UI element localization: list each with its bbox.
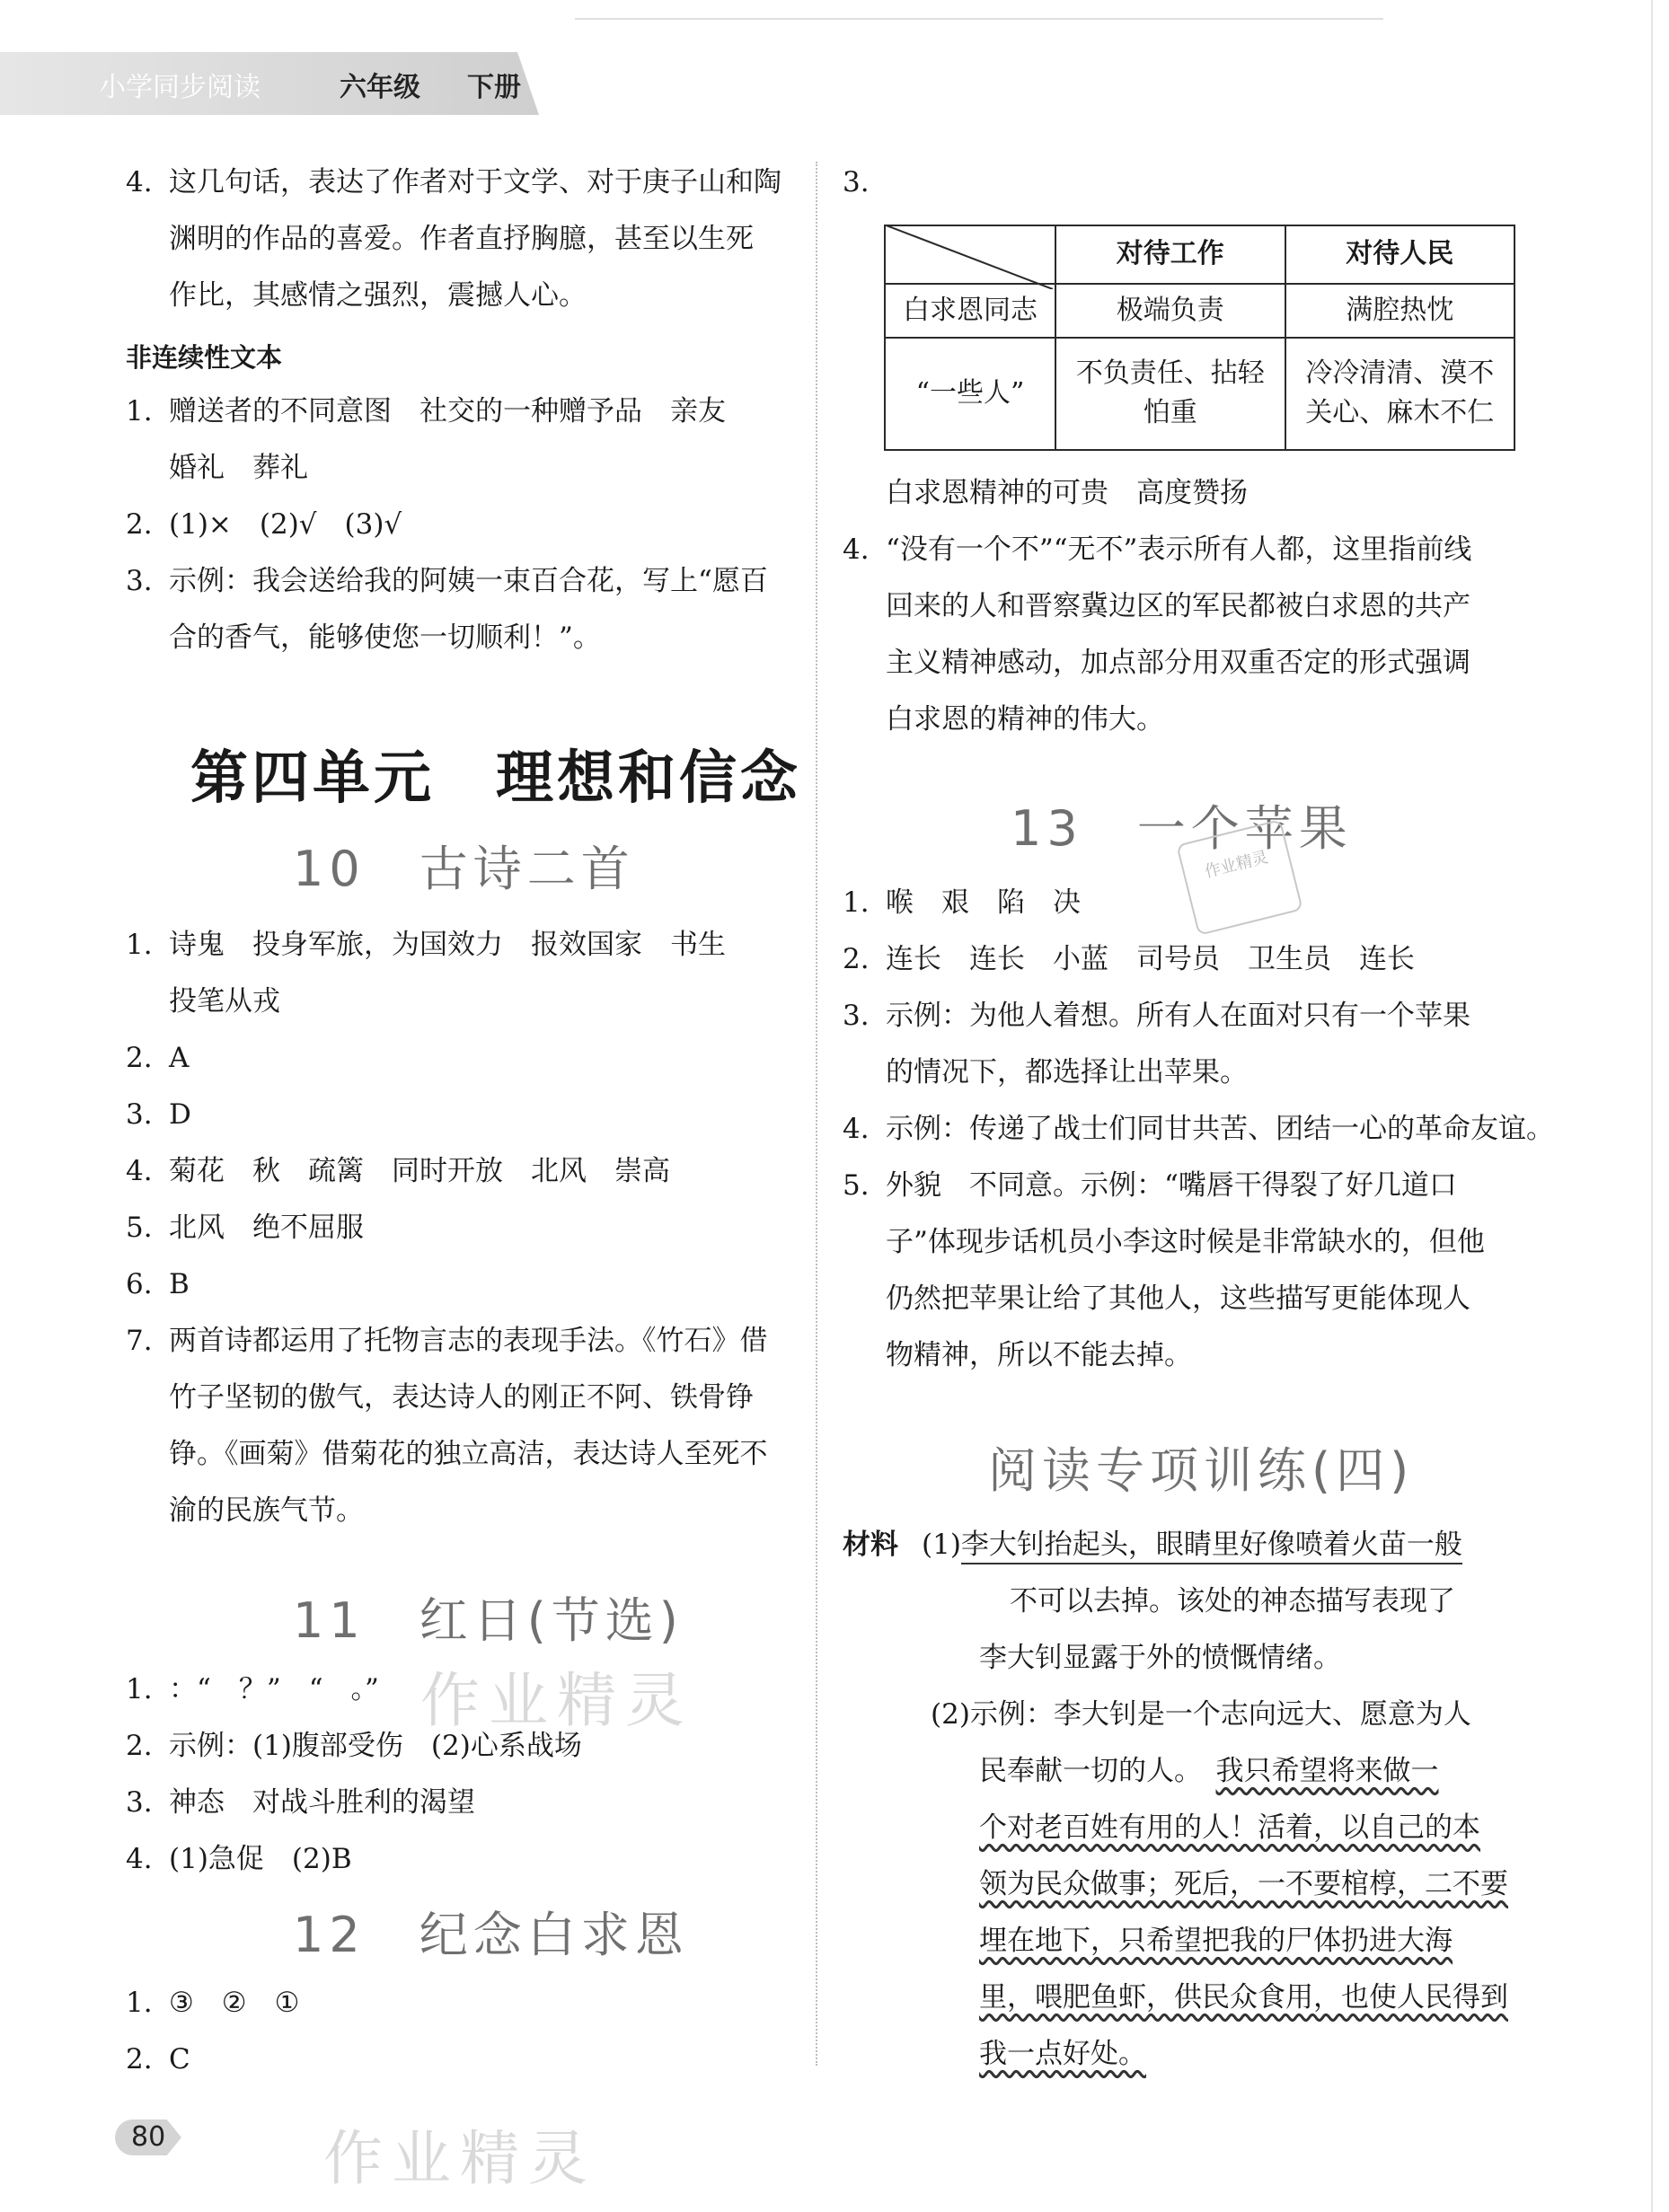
table-row-label: “一些人” bbox=[885, 338, 1055, 450]
wavy-underlined-quote: 个对老百姓有用的人！活着，以自己的本 bbox=[979, 1811, 1480, 1844]
answer-line bbox=[843, 1527, 1462, 1563]
table-cell-line: 关心、麻木不仁 bbox=[1305, 397, 1495, 429]
answer-line: 6. B bbox=[126, 1268, 190, 1300]
answer-line: 合的香气，能够使您一切顺利！”。 bbox=[169, 621, 601, 654]
table-cell: 满腔热忱 bbox=[1285, 284, 1515, 338]
lesson-title: 13 一个苹果 bbox=[1011, 800, 1353, 857]
wavy-underlined-quote: 领为民众做事；死后，一不要棺椁，二不要 bbox=[979, 1868, 1508, 1900]
answer-line: (2)示例：李大钊是一个志向远大、愿意为人 bbox=[931, 1698, 1471, 1731]
answer-line: 2. A bbox=[126, 1042, 190, 1074]
answer-line: 5. 外貌 不同意。示例：“嘴唇干得裂了好几道口 bbox=[843, 1169, 1457, 1202]
header-book-title: 小学同步阅读 bbox=[99, 72, 261, 103]
answer-line: 的情况下，都选择让出苹果。 bbox=[886, 1056, 1248, 1088]
answer-line: 不可以去掉。该处的神态描写表现了 bbox=[1010, 1585, 1455, 1617]
answer-line: 白求恩的精神的伟大。 bbox=[886, 703, 1164, 736]
top-rule bbox=[575, 18, 1383, 20]
answer-line: 4. “没有一个不”“无不”表示所有人都，这里指前线 bbox=[843, 533, 1472, 566]
answer-line: 2. (1)× (2)√ (3)√ bbox=[126, 508, 402, 541]
unit-title: 第四单元 理想和信念 bbox=[190, 745, 801, 812]
answer-line: 3. D bbox=[126, 1098, 191, 1131]
table-cell: 极端负责 bbox=[1055, 284, 1285, 338]
answer-line: 4. (1)急促 (2)B bbox=[126, 1843, 352, 1875]
lesson-title: 11 红日(节选) bbox=[293, 1592, 684, 1649]
table-row-label: 白求恩同志 bbox=[885, 284, 1055, 338]
answer-line: 7. 两首诗都运用了托物言志的表现手法。《竹石》借 bbox=[126, 1325, 768, 1357]
answer-line: 5. 北风 绝不屈服 bbox=[126, 1212, 364, 1244]
wavy-underlined-quote: 埋在地下，只希望把我的尸体扔进大海 bbox=[979, 1925, 1453, 1957]
answer-line: 李大钊显露于外的愤慨情绪。 bbox=[979, 1642, 1341, 1674]
table-cell bbox=[1285, 338, 1515, 450]
page-number: 80 bbox=[131, 2121, 166, 2153]
answer-line: 1. ：“ ？” “ 。” bbox=[126, 1673, 379, 1705]
answer-line: 婚礼 葬礼 bbox=[169, 452, 308, 484]
answer-line: 1. 喉 艰 陷 决 bbox=[843, 886, 1081, 919]
answer-line: 回来的人和晋察冀边区的军民都被白求恩的共产 bbox=[886, 590, 1470, 622]
answer-line: 子”体现步话机员小李这时候是非常缺水的，但他 bbox=[886, 1226, 1485, 1258]
answer-line: 作比，其感情之强烈，震撼人心。 bbox=[169, 279, 587, 312]
answer-line: 2. C bbox=[126, 2043, 190, 2075]
section-heading: 非连续性文本 bbox=[126, 342, 283, 373]
comparison-table bbox=[884, 225, 1515, 451]
header-band bbox=[0, 52, 539, 115]
material-label: 材料 bbox=[843, 1529, 898, 1561]
answer-line: 1. 诗鬼 投身军旅，为国效力 报效国家 书生 bbox=[126, 929, 726, 961]
header-volume: 下册 bbox=[467, 72, 521, 103]
training-title: 阅读专项训练(四) bbox=[988, 1442, 1415, 1499]
lesson-title: 10 古诗二首 bbox=[293, 841, 635, 897]
stamp-text: 作业精灵 bbox=[1203, 848, 1270, 882]
answer-line: 3. bbox=[843, 166, 870, 198]
table-header-cell: 对待工作 bbox=[1055, 225, 1285, 284]
answer-line: 3. 示例：为他人着想。所有人在面对只有一个苹果 bbox=[843, 1000, 1470, 1032]
answer-line: 物精神，所以不能去掉。 bbox=[886, 1339, 1192, 1371]
page-edge bbox=[1651, 0, 1653, 2212]
answer-line: 投笔从戎 bbox=[169, 985, 280, 1018]
item-prefix: (1) bbox=[922, 1529, 961, 1561]
watermark-text: 作业精灵 bbox=[323, 2124, 596, 2193]
answer-line: 4. 示例：传递了战士们同甘共苦、团结一心的革命友谊。 bbox=[843, 1113, 1554, 1145]
watermark-text: 作业精灵 bbox=[420, 1666, 693, 1735]
answer-line: 白求恩精神的可贵 高度赞扬 bbox=[886, 477, 1248, 509]
answer-line: 2. 示例：(1)腹部受伤 (2)心系战场 bbox=[126, 1730, 582, 1762]
wavy-underlined-quote: 我一点好处。 bbox=[979, 2038, 1146, 2070]
wavy-underlined-quote: 里，喂肥鱼虾，供民众食用，也使人民得到 bbox=[979, 1981, 1508, 2014]
table-header-cell: 对待人民 bbox=[1285, 225, 1515, 284]
answer-line bbox=[979, 1753, 1439, 1789]
table-cell-line: 不负责任、拈轻 bbox=[1075, 357, 1265, 390]
answer-line: 主义精神感动，加点部分用双重否定的形式强调 bbox=[886, 647, 1470, 679]
answer-line: 铮。《画菊》借菊花的独立高洁，表达诗人至死不 bbox=[169, 1438, 768, 1470]
answer-line: 渝的民族气节。 bbox=[169, 1494, 364, 1527]
table-cell-line: 冷冷清清、漠不 bbox=[1305, 357, 1495, 390]
answer-line: 4. 这几句话，表达了作者对于文学、对于庚子山和陶 bbox=[126, 166, 782, 198]
column-divider bbox=[816, 162, 817, 2066]
underlined-quote: 李大钊抬起头，眼睛里好像喷着火苗一般 bbox=[961, 1529, 1462, 1564]
answer-line: 竹子坚韧的傲气，表达诗人的刚正不阿、铁骨铮 bbox=[169, 1381, 754, 1414]
plain-text: 民奉献一切的人。 bbox=[979, 1755, 1216, 1787]
answer-line: 3. 示例：我会送给我的阿姨一束百合花，写上“愿百 bbox=[126, 565, 768, 597]
table-cell bbox=[1055, 338, 1285, 450]
answer-line: 3. 神态 对战斗胜利的渴望 bbox=[126, 1786, 475, 1819]
wavy-underlined-quote: 我只希望将来做一 bbox=[1215, 1755, 1439, 1787]
answer-line: 1. ③ ② ① bbox=[126, 1987, 300, 2019]
lesson-title: 12 纪念白求恩 bbox=[293, 1907, 689, 1963]
table-cell-line: 怕重 bbox=[1143, 397, 1197, 429]
answer-line: 1. 赠送者的不同意图 社交的一种赠予品 亲友 bbox=[126, 395, 726, 427]
answer-line: 渊明的作品的喜爱。作者直抒胸臆，甚至以生死 bbox=[169, 223, 754, 255]
header-grade: 六年级 bbox=[340, 72, 420, 103]
answer-line: 2. 连长 连长 小蓝 司号员 卫生员 连长 bbox=[843, 943, 1415, 975]
table-corner-cell bbox=[885, 225, 1055, 284]
answer-line: 4. 菊花 秋 疏篱 同时开放 北风 崇高 bbox=[126, 1155, 670, 1187]
answer-line: 仍然把苹果让给了其他人，这些描写更能体现人 bbox=[886, 1282, 1470, 1315]
